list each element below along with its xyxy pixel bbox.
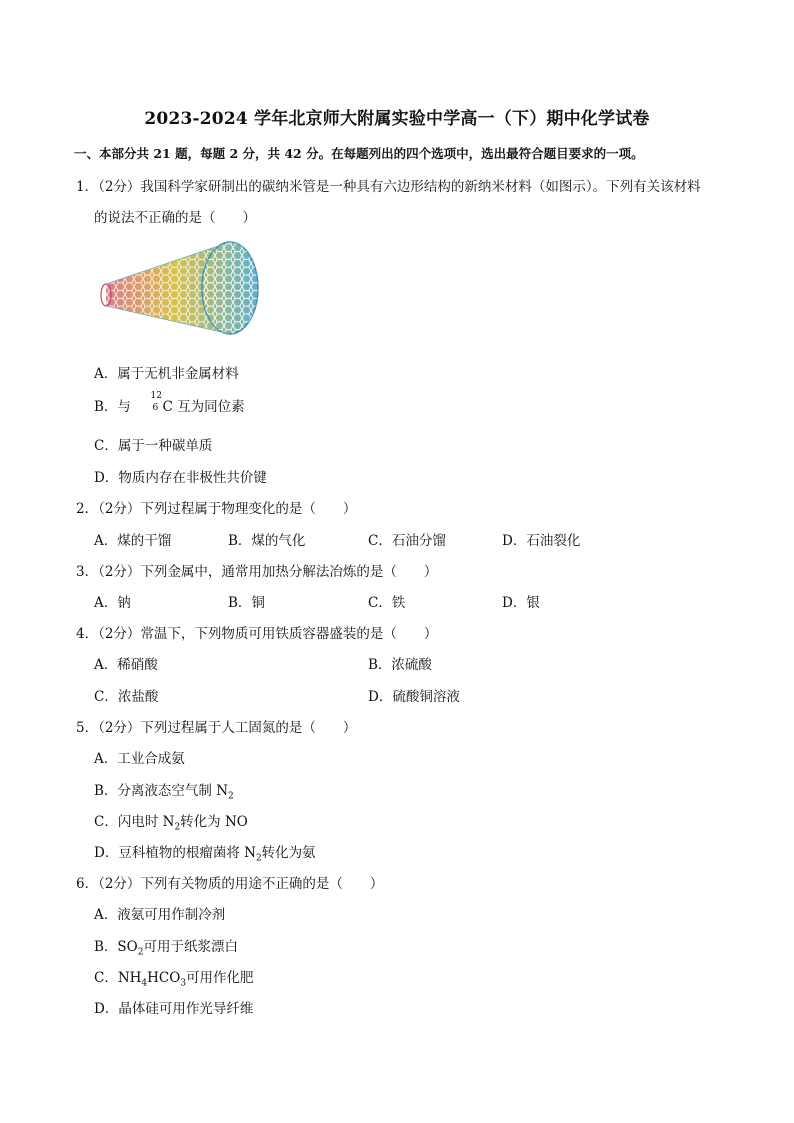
q1-stem-line1: 1．（2分）我国科学家研制出的碳纳米管是一种具有六边形结构的新纳米材料（如图示）。下列有关该材料	[76, 179, 701, 195]
q3-option-a: A．钠	[94, 595, 131, 611]
q2-stem: 2．（2分）下列过程属于物理变化的是（ ）	[76, 501, 357, 517]
q6-option-b	[94, 935, 238, 958]
subscript: 2	[228, 791, 234, 802]
q3-option-d: D．银	[502, 595, 540, 611]
q3-option-b: B．铜	[228, 595, 265, 611]
q1-option-c: C．属于一种碳单质	[94, 438, 213, 454]
q1-option-b-suffix: 互为同位素	[172, 399, 245, 415]
q6-option-c-mid: HCO	[147, 970, 181, 986]
q5-option-c-text: C．闪电时 N	[94, 814, 175, 830]
q3-option-c: C．铁	[368, 595, 406, 611]
q5-option-d	[94, 841, 316, 864]
subscript: 2	[255, 853, 262, 864]
q2-option-b: B．煤的气化	[228, 533, 306, 549]
q3-stem: 3．（2分）下列金属中，通常用加热分解法冶炼的是（ ）	[76, 564, 438, 580]
subscript: 4	[141, 978, 148, 989]
q1-option-b	[94, 391, 245, 415]
q6-option-d: D．晶体硅可用作光导纤维	[94, 1001, 254, 1017]
q5-option-b-text: B．分离液态空气制 N	[94, 783, 229, 799]
q2-option-d: D．石油裂化	[502, 533, 581, 549]
carbon-12-isotope-notation	[150, 391, 162, 413]
subscript: 3	[180, 978, 187, 989]
section-instructions: 一、本部分共 21 题，每题 2 分，共 42 分。在每题列出的四个选项中，选出最符合题目要求的一项。	[74, 146, 644, 161]
q1-option-d: D．物质内存在非极性共价键	[94, 470, 267, 486]
q2-option-a: A．煤的干馏	[94, 533, 172, 549]
q2-option-c: C．石油分馏	[368, 533, 446, 549]
isotope-symbol: C	[162, 399, 173, 415]
q1-option-b-prefix: B．与	[94, 399, 131, 415]
q6-option-a: A．液氨可用作制冷剂	[94, 907, 226, 923]
subscript: 2	[174, 822, 181, 833]
q4-option-b: B．浓硫酸	[368, 657, 432, 673]
carbon-nanotube-figure	[98, 236, 276, 340]
q6-option-c-suffix: 可用作化肥	[186, 970, 254, 986]
q1-option-a: A．属于无机非金属材料	[94, 366, 239, 382]
q4-option-a: A．稀硝酸	[94, 657, 158, 673]
q5-stem: 5．（2分）下列过程属于人工固氮的是（ ）	[76, 720, 357, 736]
q6-option-b-suffix: 可用于纸浆漂白	[143, 939, 238, 955]
q6-option-c-text: C．NH	[94, 970, 142, 986]
isotope-mass-number: 12	[150, 391, 162, 401]
q6-option-b-text: B．SO	[94, 939, 138, 955]
q5-option-c	[94, 810, 248, 833]
q1-stem-line2: 的说法不正确的是（ ）	[94, 210, 256, 226]
q5-option-c-suffix: 转化为 NO	[180, 814, 248, 830]
isotope-atomic-number: 6	[152, 403, 159, 413]
q5-option-b	[94, 779, 234, 802]
q5-option-d-text: D．豆科植物的根瘤菌将 N	[94, 845, 256, 861]
q5-option-a: A．工业合成氨	[94, 751, 185, 767]
q4-option-d: D．硫酸铜溶液	[368, 689, 460, 705]
subscript: 2	[137, 947, 144, 958]
q5-option-d-suffix: 转化为氨	[261, 845, 316, 861]
q4-stem: 4．（2分）常温下，下列物质可用铁质容器盛装的是（ ）	[76, 626, 438, 642]
exam-title: 2023-2024 学年北京师大附属实验中学高一（下）期中化学试卷	[144, 109, 650, 129]
q4-option-c: C．浓盐酸	[94, 689, 159, 705]
q6-stem: 6．（2分）下列有关物质的用途不正确的是（ ）	[76, 876, 384, 892]
q6-option-c	[94, 966, 254, 989]
